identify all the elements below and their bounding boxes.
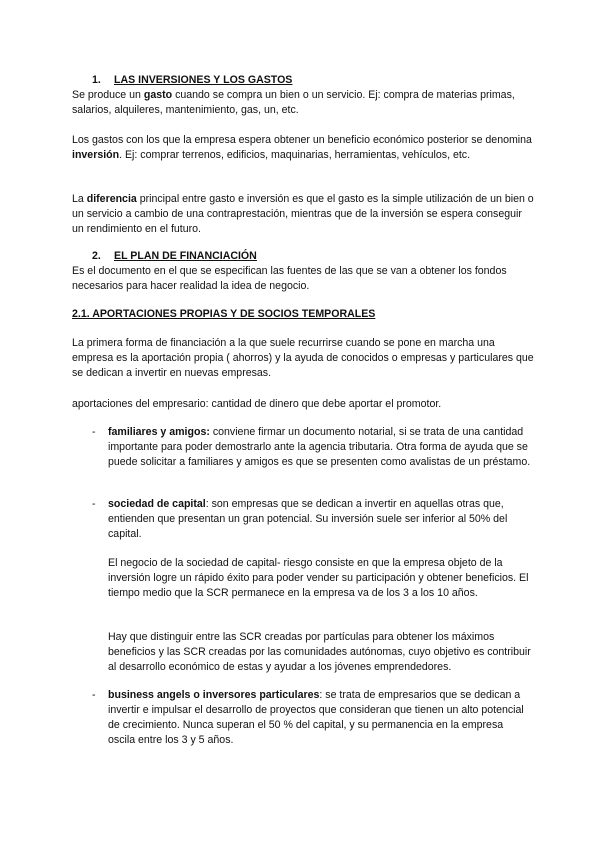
- section-2-number: 2.: [92, 250, 101, 262]
- section-2-1-paragraph-2: aportaciones del empresario: cantidad de dinero que debe aportar el promotor.: [72, 398, 442, 410]
- text-run: : se trata de empresarios que se dedican a invertir e impulsar el desarrollo de proyectos que consideran que tienen un alto potencial de crecimiento. Nunca superan el 50 % del capital, y su permanencia en la empresa oscila entre los 3 y 5 años.: [108, 689, 524, 746]
- list-dash: -: [92, 689, 96, 701]
- text-run: Se produce un: [72, 89, 144, 101]
- section-1-heading: [92, 74, 292, 86]
- sociedad-capital-subparagraph-2: Hay que distinguir entre las SCR creadas por partículas para obtener los máximos beneficios y las SCR creadas por las comunidades autónomas, cuyo objetivo es contribuir al desarrollo económico de estas y ayudar a los jóvenes emprendedores.: [108, 631, 531, 673]
- list-item-business-angels: [92, 688, 532, 748]
- term-sociedad-capital: sociedad de capital: [108, 498, 206, 510]
- section-2-1-paragraph-1: La primera forma de financiación a la que suele recurrirse cuando se pone en marcha una empresa es la aportación propia ( ahorros) y la ayuda de conocidos o empresas y particulares que se dedican a invertir en nuevas empresas.: [72, 337, 534, 379]
- term-gasto: gasto: [143, 89, 173, 101]
- section-2-title: EL PLAN DE FINANCIACIÓN: [114, 250, 257, 262]
- list-dash: -: [92, 498, 96, 510]
- sociedad-capital-subparagraph-1: El negocio de la sociedad de capital- riesgo consiste en que la empresa objeto de la inversión logre un rápido éxito para poder vender su participación y obtener beneficios. El tiempo medio que la SCR permanece en la empresa va de los 3 a los 10 años.: [108, 557, 529, 599]
- text-run: conviene firmar un documento notarial, si se trata de una cantidad importante para poder demostrarlo ante la agencia tributaria. Otra forma de ayuda que se puede solicitar a familiares y amigos es que se presenten como avalistas de un préstamo.: [108, 426, 531, 468]
- text-run: . Ej: comprar terrenos, edificios, maquinarias, herramientas, vehículos, etc.: [119, 149, 471, 161]
- list-item-sociedad-capital: [92, 497, 532, 542]
- term-business-angels: business angels o inversores particulares: [108, 689, 320, 701]
- section-1-title: LAS INVERSIONES Y LOS GASTOS: [114, 74, 293, 86]
- term-diferencia: diferencia: [86, 193, 137, 205]
- list-item-familiares: [92, 425, 532, 470]
- term-familiares: familiares y amigos:: [108, 426, 210, 438]
- section-1-paragraph-2: [72, 133, 534, 163]
- section-2-heading: [92, 250, 257, 262]
- text-run: Los gastos con los que la empresa espera obtener un beneficio económico posterior se denomina: [72, 134, 532, 146]
- text-run: : son empresas que se dedican a invertir en aquellas otras que, entienden que presentan un gran potencial. Su inversión suele ser inferior al 50% del capital.: [108, 498, 508, 540]
- text-run: cuando se compra un bien o un servicio. Ej: compra de materias primas, salarios, alquileres, mantenimiento, gas, un, etc.: [72, 89, 515, 116]
- section-2-1-heading: 2.1. APORTACIONES PROPIAS Y DE SOCIOS TEMPORALES: [72, 308, 376, 320]
- text-run: principal entre gasto e inversión es que el gasto es la simple utilización de un bien o un servicio a cambio de una contraprestación, mientras que de la inversión se espera conseguir un rendimiento en el futuro.: [72, 193, 534, 235]
- term-inversion: inversión: [72, 149, 120, 161]
- text-run: La: [72, 193, 87, 205]
- list-dash: -: [92, 426, 96, 438]
- section-1-number: 1.: [92, 74, 101, 86]
- section-2-paragraph-1: Es el documento en el que se especifican las fuentes de las que se van a obtener los fondos necesarios para hacer realidad la idea de negocio.: [72, 265, 507, 292]
- section-1-paragraph-1: [72, 88, 534, 118]
- section-1-paragraph-3: [72, 192, 534, 237]
